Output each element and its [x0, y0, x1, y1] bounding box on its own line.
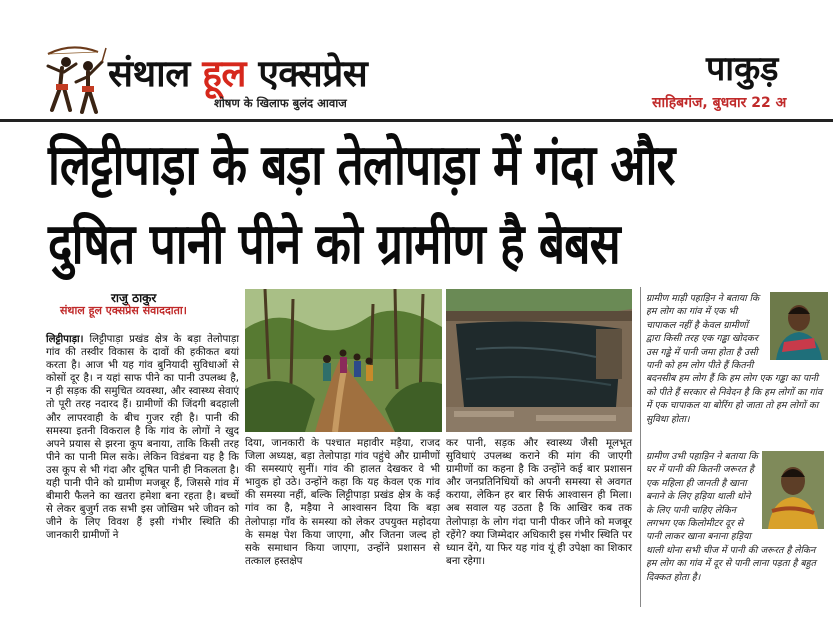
- article-column-3: कर पानी, सड़क और स्वास्थ्य जैसी मूलभूत सुविधाएं उपलब्ध कराने की मांग की जाएगी ग्रामीणों का कहना है कि उन्होंने कई बार प्रशासन और जनप्रतिनिधियों को अपनी समस्या से अवगत कराया, लेकिन हर बार सिर्फ आश्वासन ही मिला। अब सवाल यह उठता है कि आखिर कब तक तेलोपाड़ा के लोग गंदा पानी पीकर जीने को मजबूर रहेंगे? क्या जिम्मेदार अधिकारी इस गंभीर स्थिति पर ध्यान देंगे, या फिर यह गांव यूं ही उपेक्षा का शिकार बना रहेगा।: [446, 438, 632, 567]
- dirty-water-pit-photo: [446, 289, 632, 432]
- name-part-1: संथाल: [108, 52, 203, 95]
- column-1-text: लिट्टीपाड़ा प्रखंड क्षेत्र के बड़ा तेलोपाड़ा गांव की तस्वीर विकास के दावों की हकीकत बयां करता है। आज भी यह गांव बुनियादी सुविधाओं से कोसों दूर है। न यहां साफ पीने का पानी उपलब्ध है, न ही सड़क की समुचित व्यवस्था, और स्वास्थ्य सेवाएं तो पूरी तरह नदारद हैं। ग्रामीणों की जिंदगी बदहाली और लापरवाही के बीच गुजर रही है। पानी की समस्या इतनी विकराल है कि गांव के लोगों ने खुद अपने प्रयास से झरना कूप बनाया, ताकि किसी तरह पीने का पानी मिल सके। लेकिन विडंबना यह है कि उस कूप से भी गंदा और दूषित पानी ही निकलता है। यही पानी पीने को ग्रामीण मजबूर हैं, जिससे गांव में बीमारी फैलने का खतरा हमेशा बना रहता है। बच्चों से लेकर बुजुर्ग तक सभी इस जोखिम भरे जीवन को जीने के लिए विवश हैं इसी गंभीर स्थिति की जानकारी ग्रामीणों ने: [46, 334, 239, 542]
- masthead-divider: [0, 119, 833, 122]
- quote-2-text: ग्रामीण उभी पहाड़िन ने बताया कि घर में पानी की कितनी जरूरत है एक महिला ही जानती है खाना बनाने के लिए हड़िया थाली धोने के लिए पानी चाहिए लेकिन लगभग एक किलोमीटर दूर से पानी लाकर खाना बनाना हड़िया थाली धोना सभी चीज में पानी की जरूरत है लेकिन हम लोग का गांव में दूर से पानी लाना पड़ता है बहुत दिक्कत होता है।: [646, 451, 816, 583]
- name-part-2: हूल: [202, 52, 246, 95]
- name-part-3: एक्सप्रेस: [245, 52, 368, 95]
- villager-portrait-2: [762, 451, 824, 529]
- article-dateline: लिट्टीपाड़ा।: [46, 334, 84, 345]
- villager-portrait-1: [770, 292, 828, 360]
- quote-1-text: ग्रामीण माड़ी पहाड़िन ने बताया कि हम लोग का गांव में एक भी चापाकल नहीं है केवल ग्रामीणों द्वारा किसी तरह एक गड्ढा खोदकर उस गड्ढे में पानी जमा होता है उसी पानी को हम लोग पीते हैं कितनी बदनसीब हम लोग हैं कि हम लोग एक गड्ढा का पानी को पीते हैं सरकार से निवेदन है कि हम लोगों का गांव में एक चापाकल या बोरिंग हो जाता तो हम लोगों का सुविधा होता।: [646, 293, 823, 425]
- byline-name: राजु ठाकुर: [111, 291, 157, 305]
- dateline: साहिबगंज, बुधवार 22 अ: [652, 95, 787, 111]
- newspaper-name: [108, 46, 367, 97]
- tribal-figures-logo: [42, 44, 110, 116]
- article-column-1: [46, 333, 239, 543]
- byline-role: संथाल हूल एक्सप्रेस संवाददाता।: [60, 304, 187, 317]
- headline-line-2: दुषित पानी पीने को ग्रामीण है बेबस: [48, 212, 620, 277]
- sidebar-divider: [640, 287, 641, 607]
- headline-line-1: लिट्टीपाड़ा के बड़ा तेलोपाड़ा में गंदा और: [48, 133, 675, 198]
- tagline: शोषण के खिलाफ बुलंद आवाज: [214, 96, 347, 110]
- forest-path-photo: [245, 289, 442, 432]
- edition-city: पाकुड़: [706, 49, 779, 89]
- article-column-2: दिया, जानकारी के पश्चात महावीर मड़ैया, राजद जिला अध्यक्ष, बड़ा तेलोपाड़ा गांव पहुंचे और ग्रामीणों की समस्याएं सुनीं। गांव की हालत देखकर वे भी भावुक हो उठे। उन्होंने कहा कि यह केवल एक गांव की समस्या नहीं, बल्कि लिट्टीपाड़ा प्रखंड क्षेत्र के कई गांव का है, मड़ैया ने आश्वासन दिया कि बड़ा तेलोपाड़ा गाँव के समस्या को लेकर उपयुक्त महोदया के समक्ष पेश किया जाएगा, और जितना जल्द हो सके समाधान किया जाएगा, उन्होंने प्रशासन से तत्काल हस्तक्षेप: [245, 438, 440, 567]
